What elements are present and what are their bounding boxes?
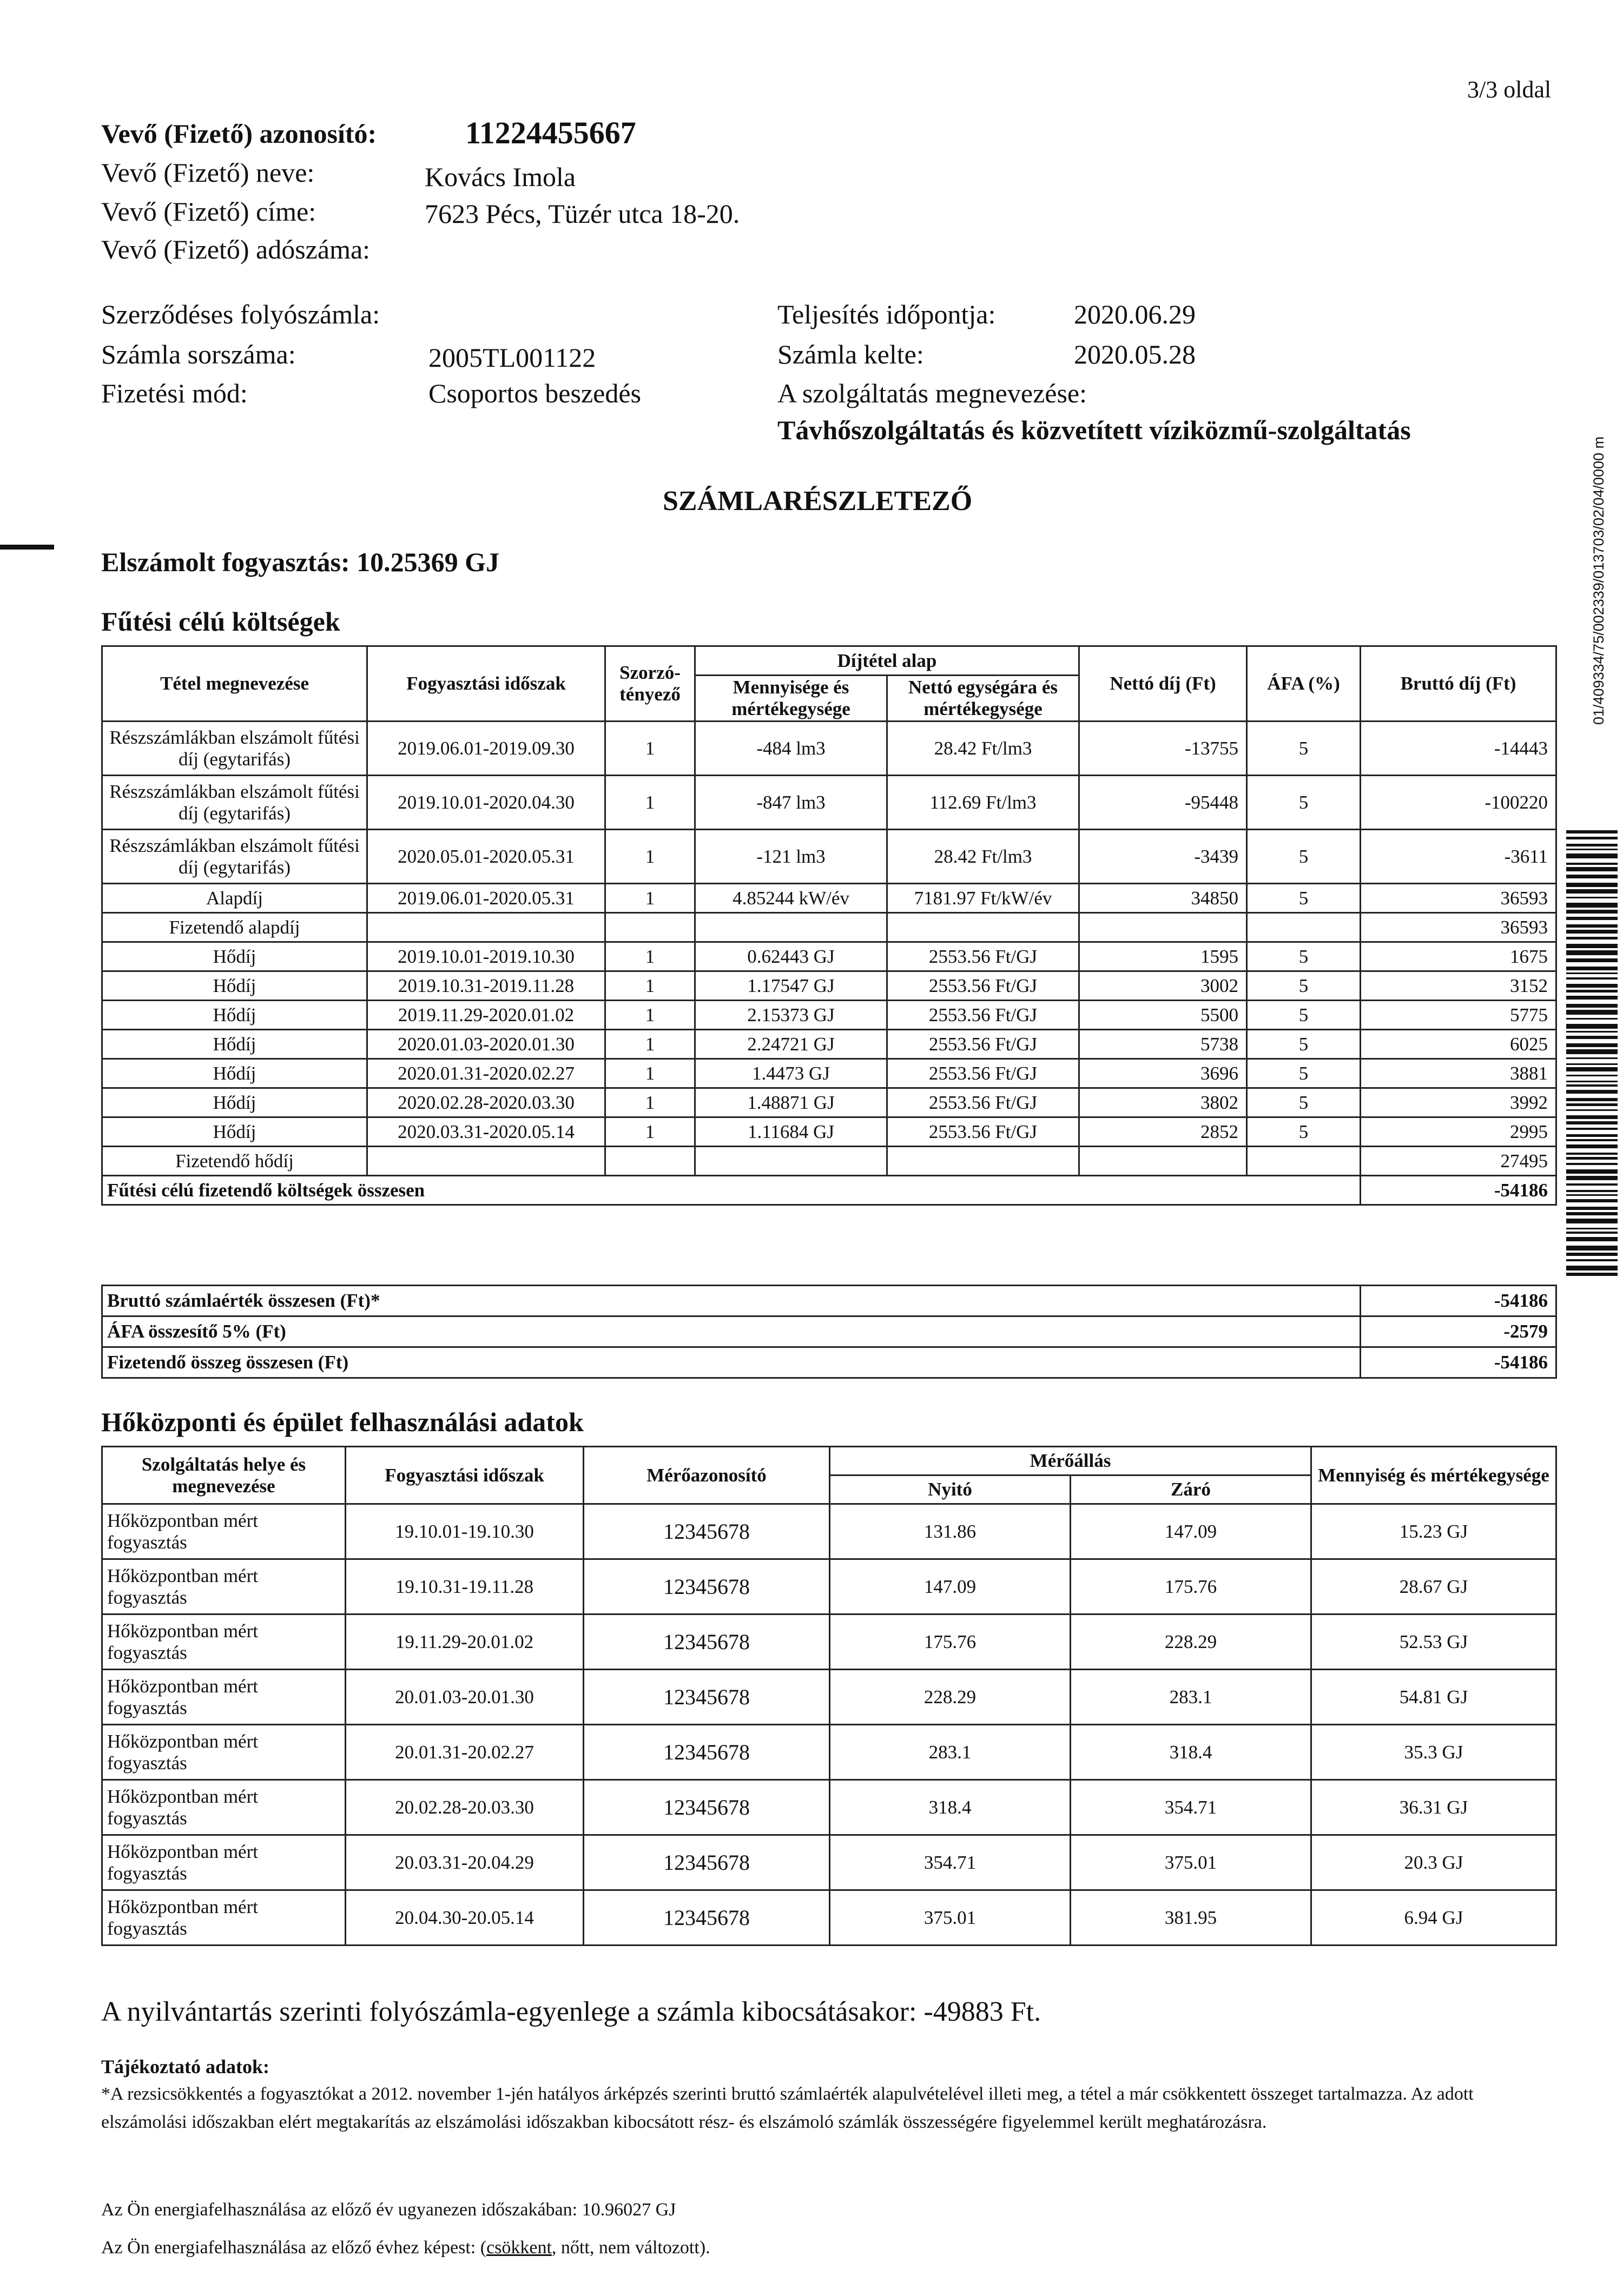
usage-amount: 36.31 GJ (1311, 1780, 1556, 1835)
item-multiplier: 1 (605, 884, 695, 913)
usage-meter-id: 12345678 (584, 1835, 830, 1890)
usage-place: Hőközpontban mért fogyasztás (102, 1890, 346, 1946)
info-text: *A rezsicsökkentés a fogyasztókat a 2012. november 1-jén hatályos árképzés szerinti bruttó számlaérték alapulvételével illeti meg, a tétel a már csökkentett összeget tartalmazza. Az adott elszámolási időszakban elért megtakarítás az elszámolási időszakban kibocsátott rész- és elszámoló számlák összességére figyelemmel került meghatározásra. (101, 2084, 1474, 2132)
item-vat: 5 (1247, 1001, 1361, 1030)
info-title: Tájékoztató adatok: (101, 2056, 269, 2077)
item-multiplier (605, 913, 695, 942)
item-period: 2020.05.01-2020.05.31 (367, 830, 605, 884)
item-name: Fizetendő hődíj (102, 1147, 367, 1176)
buyer-address-label: Vevő (Fizető) címe: (101, 196, 316, 227)
item-multiplier: 1 (605, 1117, 695, 1147)
usage-period: 20.03.31-20.04.29 (346, 1835, 584, 1890)
item-unit-price: 2553.56 Ft/GJ (887, 1088, 1079, 1117)
item-unit-price: 2553.56 Ft/GJ (887, 1001, 1079, 1030)
usage-table (101, 1446, 1557, 1946)
header-vat: ÁFA (%) (1247, 646, 1361, 722)
item-multiplier: 1 (605, 830, 695, 884)
item-quantity: 1.4473 GJ (695, 1059, 887, 1088)
usage-period: 20.01.03-20.01.30 (346, 1670, 584, 1725)
item-unit-price: 2553.56 Ft/GJ (887, 971, 1079, 1001)
buyer-address-value: 7623 Pécs, Tüzér utca 18-20. (425, 198, 740, 229)
table-row (102, 776, 1556, 830)
item-name: Hődíj (102, 971, 367, 1001)
item-vat (1247, 913, 1361, 942)
item-unit-price: 112.69 Ft/lm3 (887, 776, 1079, 830)
item-period: 2020.03.31-2020.05.14 (367, 1117, 605, 1147)
buyer-id-label: Vevő (Fizető) azonosító: (101, 118, 377, 149)
item-multiplier (605, 1147, 695, 1176)
item-name: Hődíj (102, 1117, 367, 1147)
usage-section-title: Hőközponti és épület felhasználási adatok (101, 1407, 584, 1437)
table-row (102, 1615, 1556, 1670)
table-row (102, 1835, 1556, 1890)
usage-open: 354.71 (830, 1835, 1071, 1890)
usage-period: 19.11.29-20.01.02 (346, 1615, 584, 1670)
item-period: 2020.01.31-2020.02.27 (367, 1059, 605, 1088)
usage-header-close: Záró (1071, 1475, 1311, 1504)
usage-close: 228.29 (1071, 1615, 1311, 1670)
issue-label: Számla kelte: (777, 339, 924, 369)
header-multiplier: Szorzó-tényező (605, 646, 695, 722)
item-unit-price: 2553.56 Ft/GJ (887, 1059, 1079, 1088)
table-row (102, 884, 1556, 913)
heating-total-value: -54186 (1361, 1176, 1556, 1205)
table-row (102, 1117, 1556, 1147)
usage-meter-id: 12345678 (584, 1670, 830, 1725)
item-gross: 6025 (1361, 1030, 1556, 1059)
item-net: 3802 (1079, 1088, 1247, 1117)
usage-meter-id: 12345678 (584, 1504, 830, 1559)
buyer-name-label: Vevő (Fizető) neve: (101, 157, 315, 188)
item-unit-price: 28.42 Ft/lm3 (887, 722, 1079, 776)
item-vat (1247, 1147, 1361, 1176)
payment-value: Csoportos beszedés (428, 378, 641, 408)
item-quantity (695, 1147, 887, 1176)
item-multiplier: 1 (605, 971, 695, 1001)
item-period: 2019.06.01-2019.09.30 (367, 722, 605, 776)
item-multiplier: 1 (605, 942, 695, 971)
usage-close: 375.01 (1071, 1835, 1311, 1890)
item-quantity: -121 lm3 (695, 830, 887, 884)
table-row (102, 1725, 1556, 1780)
usage-header-period: Fogyasztási időszak (346, 1447, 584, 1504)
barcode-icon (1566, 830, 1618, 1279)
usage-header-reading: Mérőállás (830, 1447, 1311, 1475)
table-row (102, 1559, 1556, 1615)
header-period: Fogyasztási időszak (367, 646, 605, 722)
usage-place: Hőközpontban mért fogyasztás (102, 1780, 346, 1835)
usage-period: 20.02.28-20.03.30 (346, 1780, 584, 1835)
item-unit-price: 7181.97 Ft/kW/év (887, 884, 1079, 913)
usage-meter-id: 12345678 (584, 1890, 830, 1946)
table-row (102, 1147, 1556, 1176)
usage-amount: 15.23 GJ (1311, 1504, 1556, 1559)
item-gross: -3611 (1361, 830, 1556, 884)
service-label: A szolgáltatás megnevezése: (777, 378, 1087, 408)
item-multiplier: 1 (605, 1001, 695, 1030)
item-gross: 5775 (1361, 1001, 1556, 1030)
item-net: 2852 (1079, 1117, 1247, 1147)
usage-open: 175.76 (830, 1615, 1071, 1670)
item-unit-price: 28.42 Ft/lm3 (887, 830, 1079, 884)
table-row (102, 1890, 1556, 1946)
usage-close: 318.4 (1071, 1725, 1311, 1780)
usage-place: Hőközpontban mért fogyasztás (102, 1615, 346, 1670)
consumption-total: Elszámolt fogyasztás: 10.25369 GJ (101, 547, 500, 577)
summary-value: -2579 (1361, 1316, 1556, 1347)
usage-meter-id: 12345678 (584, 1725, 830, 1780)
issue-value: 2020.05.28 (1074, 339, 1196, 369)
serial-label: Számla sorszáma: (101, 339, 296, 369)
item-net: 34850 (1079, 884, 1247, 913)
info-compare-prefix: Az Ön energiafelhasználása az előző évhez képest: ( (101, 2238, 487, 2258)
table-row (102, 1504, 1556, 1559)
item-period: 2019.10.01-2019.10.30 (367, 942, 605, 971)
table-row (102, 971, 1556, 1001)
item-gross: 3152 (1361, 971, 1556, 1001)
usage-period: 19.10.01-19.10.30 (346, 1504, 584, 1559)
item-quantity: 1.11684 GJ (695, 1117, 887, 1147)
summary-row (102, 1286, 1556, 1316)
table-row (102, 1030, 1556, 1059)
item-multiplier: 1 (605, 722, 695, 776)
item-gross: 1675 (1361, 942, 1556, 971)
heating-total-label: Fűtési célú fizetendő költségek összesen (102, 1176, 1361, 1205)
item-name: Alapdíj (102, 884, 367, 913)
table-row (102, 942, 1556, 971)
usage-place: Hőközpontban mért fogyasztás (102, 1670, 346, 1725)
summary-value: -54186 (1361, 1286, 1556, 1316)
service-value: Távhőszolgáltatás és közvetített víziközmű-szolgáltatás (777, 415, 1411, 445)
item-net (1079, 1147, 1247, 1176)
item-name: Hődíj (102, 1088, 367, 1117)
table-row (102, 722, 1556, 776)
summary-table (101, 1285, 1557, 1379)
item-net: 1595 (1079, 942, 1247, 971)
summary-label: ÁFA összesítő 5% (Ft) (102, 1316, 1361, 1347)
item-net: -3439 (1079, 830, 1247, 884)
item-quantity: 2.15373 GJ (695, 1001, 887, 1030)
item-period: 2019.11.29-2020.01.02 (367, 1001, 605, 1030)
usage-header-place: Szolgáltatás helye és megnevezése (102, 1447, 346, 1504)
item-gross: 36593 (1361, 884, 1556, 913)
item-net (1079, 913, 1247, 942)
item-unit-price: 2553.56 Ft/GJ (887, 1030, 1079, 1059)
item-quantity: -847 lm3 (695, 776, 887, 830)
buyer-id-value: 11224455667 (465, 115, 636, 150)
completion-value: 2020.06.29 (1074, 299, 1196, 329)
item-name: Hődíj (102, 942, 367, 971)
usage-amount: 20.3 GJ (1311, 1835, 1556, 1890)
item-name: Hődíj (102, 1059, 367, 1088)
usage-amount: 6.94 GJ (1311, 1890, 1556, 1946)
header-quantity: Mennyisége és mértékegysége (695, 676, 887, 722)
usage-header-amount: Mennyiség és mértékegysége (1311, 1447, 1556, 1504)
payment-label: Fizetési mód: (101, 378, 248, 408)
item-vat: 5 (1247, 830, 1361, 884)
usage-place: Hőközpontban mért fogyasztás (102, 1725, 346, 1780)
usage-close: 175.76 (1071, 1559, 1311, 1615)
item-unit-price (887, 1147, 1079, 1176)
completion-label: Teljesítés időpontja: (777, 299, 996, 329)
table-row (102, 1059, 1556, 1088)
item-period: 2020.01.03-2020.01.30 (367, 1030, 605, 1059)
summary-label: Fizetendő összeg összesen (Ft) (102, 1347, 1361, 1378)
item-name: Részszámlákban elszámolt fűtési díj (egytarifás) (102, 722, 367, 776)
usage-period: 20.04.30-20.05.14 (346, 1890, 584, 1946)
table-row (102, 1670, 1556, 1725)
usage-place: Hőközpontban mért fogyasztás (102, 1504, 346, 1559)
item-vat: 5 (1247, 971, 1361, 1001)
usage-meter-id: 12345678 (584, 1780, 830, 1835)
usage-amount: 35.3 GJ (1311, 1725, 1556, 1780)
item-name: Hődíj (102, 1001, 367, 1030)
item-vat: 5 (1247, 1059, 1361, 1088)
page-number: 3/3 oldal (1467, 76, 1552, 103)
item-net: 3696 (1079, 1059, 1247, 1088)
item-net: -95448 (1079, 776, 1247, 830)
usage-header-open: Nyitó (830, 1475, 1071, 1504)
item-gross: 3881 (1361, 1059, 1556, 1088)
item-name: Hődíj (102, 1030, 367, 1059)
usage-header-meter: Mérőazonosító (584, 1447, 830, 1504)
item-quantity: 0.62443 GJ (695, 942, 887, 971)
item-quantity (695, 913, 887, 942)
item-gross: -14443 (1361, 722, 1556, 776)
item-period: 2019.10.31-2019.11.28 (367, 971, 605, 1001)
usage-place: Hőközpontban mért fogyasztás (102, 1835, 346, 1890)
buyer-tax-label: Vevő (Fizető) adószáma: (101, 234, 371, 264)
item-vat: 5 (1247, 1088, 1361, 1117)
table-row (102, 1780, 1556, 1835)
item-multiplier: 1 (605, 776, 695, 830)
item-unit-price: 2553.56 Ft/GJ (887, 942, 1079, 971)
usage-open: 375.01 (830, 1890, 1071, 1946)
info-compare-selected: csökkent (486, 2238, 552, 2258)
item-period (367, 1147, 605, 1176)
table-row (102, 913, 1556, 942)
info-compare (101, 2234, 710, 2262)
item-name: Részszámlákban elszámolt fűtési díj (egytarifás) (102, 830, 367, 884)
item-period: 2019.10.01-2020.04.30 (367, 776, 605, 830)
item-quantity: 4.85244 kW/év (695, 884, 887, 913)
table-row (102, 830, 1556, 884)
info-prev-year: Az Ön energiafelhasználása az előző év ugyanezen időszakában: 10.96027 GJ (101, 2200, 676, 2220)
header-unit-price: Nettó egységára és mértékegysége (887, 676, 1079, 722)
item-multiplier: 1 (605, 1059, 695, 1088)
account-label: Szerződéses folyószámla: (101, 299, 380, 329)
item-net: -13755 (1079, 722, 1247, 776)
item-period (367, 913, 605, 942)
header-basis: Díjtétel alap (695, 646, 1079, 676)
header-net: Nettó díj (Ft) (1079, 646, 1247, 722)
usage-close: 354.71 (1071, 1780, 1311, 1835)
account-balance: A nyilvántartás szerinti folyószámla-egyenlege a számla kibocsátásakor: -49883 Ft. (101, 1996, 1041, 2027)
usage-open: 318.4 (830, 1780, 1071, 1835)
usage-close: 283.1 (1071, 1670, 1311, 1725)
item-name: Részszámlákban elszámolt fűtési díj (egytarifás) (102, 776, 367, 830)
document-title: SZÁMLARÉSZLETEZŐ (663, 486, 973, 517)
item-gross: -100220 (1361, 776, 1556, 830)
usage-amount: 54.81 GJ (1311, 1670, 1556, 1725)
item-vat: 5 (1247, 722, 1361, 776)
table-row (102, 1001, 1556, 1030)
usage-amount: 52.53 GJ (1311, 1615, 1556, 1670)
item-gross: 2995 (1361, 1117, 1556, 1147)
heating-cost-table (101, 645, 1557, 1206)
item-vat: 5 (1247, 884, 1361, 913)
usage-close: 381.95 (1071, 1890, 1311, 1946)
item-quantity: -484 lm3 (695, 722, 887, 776)
item-period: 2020.02.28-2020.03.30 (367, 1088, 605, 1117)
item-gross: 27495 (1361, 1147, 1556, 1176)
usage-period: 19.10.31-19.11.28 (346, 1559, 584, 1615)
usage-open: 283.1 (830, 1725, 1071, 1780)
item-vat: 5 (1247, 942, 1361, 971)
info-compare-suffix: , nőtt, nem változott). (551, 2238, 710, 2258)
item-name: Fizetendő alapdíj (102, 913, 367, 942)
usage-place: Hőközpontban mért fogyasztás (102, 1559, 346, 1615)
item-quantity: 1.48871 GJ (695, 1088, 887, 1117)
fold-marker (0, 545, 54, 550)
table-row (102, 1088, 1556, 1117)
summary-label: Bruttó számlaérték összesen (Ft)* (102, 1286, 1361, 1316)
usage-amount: 28.67 GJ (1311, 1559, 1556, 1615)
item-vat: 5 (1247, 776, 1361, 830)
item-multiplier: 1 (605, 1088, 695, 1117)
header-gross: Bruttó díj (Ft) (1361, 646, 1556, 722)
usage-open: 228.29 (830, 1670, 1071, 1725)
summary-row (102, 1316, 1556, 1347)
item-gross: 36593 (1361, 913, 1556, 942)
usage-open: 131.86 (830, 1504, 1071, 1559)
usage-close: 147.09 (1071, 1504, 1311, 1559)
summary-value: -54186 (1361, 1347, 1556, 1378)
side-code: 01/409334/75/002339/013703/02/04/0000 m (1591, 436, 1607, 725)
usage-meter-id: 12345678 (584, 1559, 830, 1615)
item-gross: 3992 (1361, 1088, 1556, 1117)
buyer-name-value: Kovács Imola (425, 162, 576, 192)
item-unit-price: 2553.56 Ft/GJ (887, 1117, 1079, 1147)
heating-section-title: Fűtési célú költségek (101, 606, 340, 637)
item-net: 3002 (1079, 971, 1247, 1001)
usage-period: 20.01.31-20.02.27 (346, 1725, 584, 1780)
item-quantity: 1.17547 GJ (695, 971, 887, 1001)
item-quantity: 2.24721 GJ (695, 1030, 887, 1059)
item-vat: 5 (1247, 1030, 1361, 1059)
item-multiplier: 1 (605, 1030, 695, 1059)
header-item: Tétel megnevezése (102, 646, 367, 722)
usage-open: 147.09 (830, 1559, 1071, 1615)
serial-value: 2005TL001122 (428, 342, 596, 373)
usage-meter-id: 12345678 (584, 1615, 830, 1670)
item-net: 5500 (1079, 1001, 1247, 1030)
item-unit-price (887, 913, 1079, 942)
item-period: 2019.06.01-2020.05.31 (367, 884, 605, 913)
item-vat: 5 (1247, 1117, 1361, 1147)
summary-row (102, 1347, 1556, 1378)
item-net: 5738 (1079, 1030, 1247, 1059)
